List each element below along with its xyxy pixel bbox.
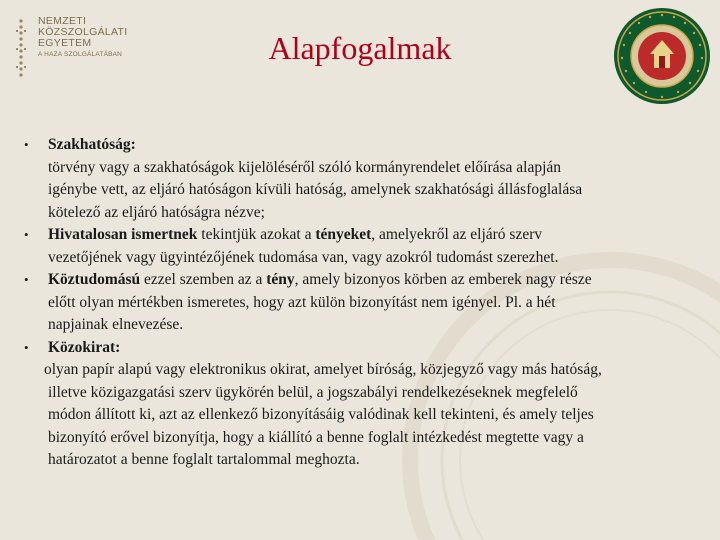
definition-line: bizonyító erővel bizonyítja, hogy a kiállító a benne foglalt intézkedést megtette vagy a <box>48 428 584 446</box>
emphasis-tenyeket: tényeket <box>315 226 372 243</box>
bullet-koztudomasu <box>22 269 712 337</box>
term-kozokirat: Közokirat: <box>48 338 121 356</box>
bullet-hivatalosan-ismert <box>22 224 712 269</box>
definition-line: napjainak elnevezése. <box>48 316 184 333</box>
definition-line <box>48 224 712 247</box>
logo-tagline: A HAZA SZOLGÁLATÁBAN <box>38 51 123 58</box>
bullet-list <box>22 134 712 472</box>
text-segment: , amely bizonyos körben az emberek nagy része <box>294 271 592 288</box>
bullet-marker: • <box>24 339 29 355</box>
term-szakhatosag: Szakhatóság: <box>48 136 136 153</box>
definition-line: törvény vagy a szakhatóságok kijelöléséről szóló kormányrendelet előírása alapján <box>48 158 562 176</box>
text-segment: , amelyekről az eljáró szerv <box>371 226 543 243</box>
definition-line: olyan papír alapú vagy elektronikus okirat, amelyet bíróság, közjegyző vagy más hatóság, <box>44 361 602 378</box>
definition-line: illetve közigazgatási szerv ügykörén belül, a jogszabályi rendelkezéseknek megfelelő <box>48 383 578 401</box>
emphasis-teny: tény <box>266 271 295 288</box>
definition-line: igénybe vett, az eljáró hatóságon kívüli hatóság, amelynek szakhatósági állásfoglalása <box>48 181 583 198</box>
bullet-szakhatosag <box>22 134 712 224</box>
definition-line: előtt olyan mértékben ismeretes, hogy azt külön bizonyítást nem igényel. Pl. a hét <box>48 293 556 311</box>
bullet-kozokirat <box>22 337 712 472</box>
bullet-marker: • <box>24 137 29 152</box>
definition-line: határozatot a benne foglalt tartalommal meghozta. <box>48 451 360 468</box>
term-koztudomasu: Köztudomású <box>48 271 141 288</box>
definition-line <box>48 269 712 292</box>
definition-line: módon állított ki, azt az ellenkező bizonyításáig valódinak kell tekinteni, és amely teljes <box>48 406 594 423</box>
bullet-marker: • <box>24 272 29 287</box>
text-segment: tekintjük azokat a <box>197 226 316 243</box>
logo-line-2: KÖZSZOLGÁLATI <box>38 26 128 38</box>
term-hivatalosan-ismertnek: Hivatalosan ismertnek <box>48 226 198 243</box>
definition-line: vezetőjének vagy ügyintézőjének tudomása van, vagy azokról tudomást szerezhet. <box>48 248 559 266</box>
logo-line-3: EGYETEM <box>38 37 92 49</box>
definition-line: kötelező az eljáró hatóságra nézve; <box>48 203 265 221</box>
text-segment: ezzel szemben az a <box>140 271 267 288</box>
page-title: Alapfogalmak <box>268 30 452 66</box>
logo-line-1: NEMZETI <box>38 15 87 27</box>
bullet-marker: • <box>24 227 29 242</box>
